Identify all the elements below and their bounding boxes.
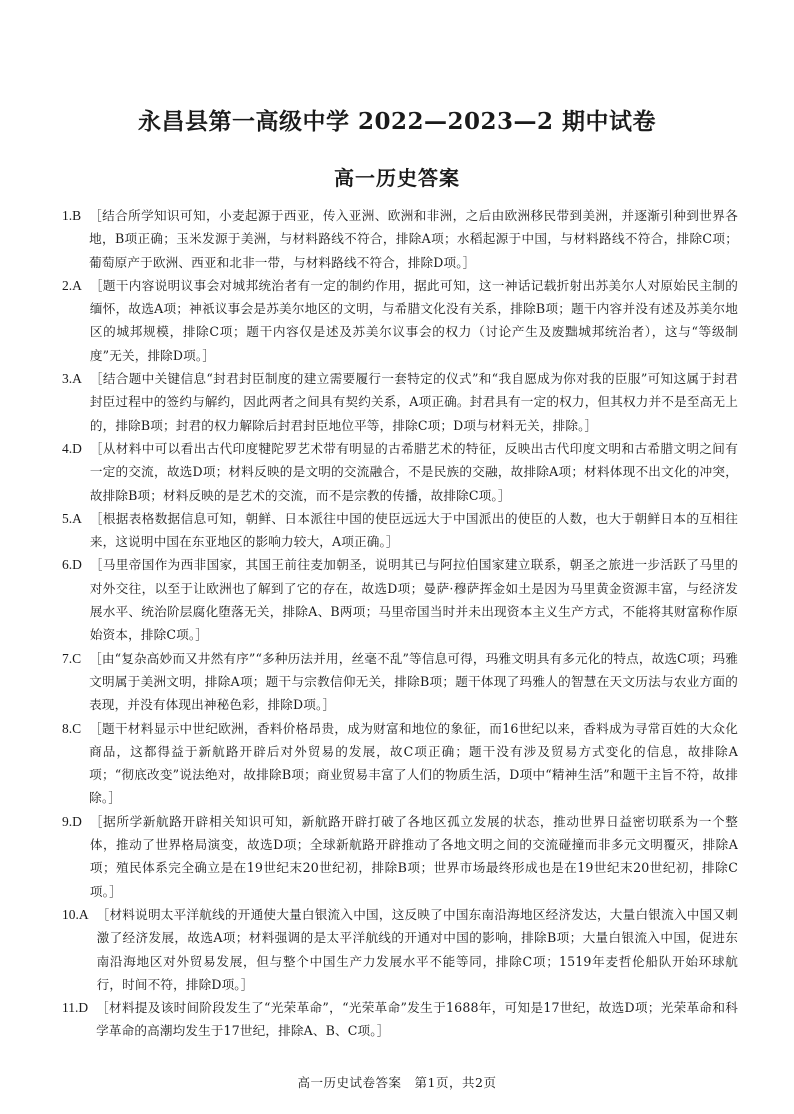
answer-explanation: ［结合所学知识可知，小麦起源于西亚，传入亚洲、欧洲和非洲，之后由欧洲移民带到美洲，并逐渐引种到世界各地，B项正确；玉米发源于美洲，与材料路线不符合，排除A项；水稻起源于中国，与材料路线不符合，排除C项；葡萄原产于欧洲、西亚和北非一带，与材料路线不符合，排除D项。］ xyxy=(89,208,738,270)
page-subtitle: 高一历史答案 xyxy=(334,166,460,190)
answer-label: 3.A xyxy=(62,371,82,387)
answer-item-2 xyxy=(62,274,738,367)
answer-item-10 xyxy=(62,903,738,996)
answer-explanation: ［据所学新航路开辟相关知识可知，新航路开辟打破了各地区孤立发展的状态，推动世界日益密切联系为一个整体，推动了世界格局演变，故选D项；全球新航路开辟推动了各地文明之间的交流碰撞而非多元文明覆灭，排除A项；殖民体系完全确立是在19世纪末20世纪初，排除B项；世界市场最终形成也是在19世纪末20世纪初，排除C项。］ xyxy=(89,813,738,899)
answer-explanation: ［根据表格数据信息可知，朝鲜、日本派往中国的使臣远远大于中国派出的使臣的人数，也大于朝鲜日本的互相往来，这说明中国在东亚地区的影响力较大，A项正确。］ xyxy=(89,510,738,550)
answer-explanation: ［结合题中关键信息“封君封臣制度的建立需要履行一套特定的仪式”和“我自愿成为你对我的臣服”可知这属于封君封臣过程中的签约与解约，因此两者之间具有契约关系，A项正确。封君具有一定的权力，但其权力并不是至高无上的，排除B项；封君的权力解除后封君封臣地位平等，排除C项；D项与材料无关，排除。］ xyxy=(89,371,738,433)
page-footer: 高一历史试卷答案 第1页，共2页 xyxy=(297,1075,497,1090)
page-title: 永昌县第一高级中学 2022—2023—2 期中试卷 xyxy=(137,108,657,135)
answer-item-8 xyxy=(62,717,738,810)
answer-item-9 xyxy=(62,810,738,903)
answer-explanation: ［马里帝国作为西非国家，其国王前往麦加朝圣，说明其已与阿拉伯国家建立联系，朝圣之旅进一步活跃了马里的对外交往，以至于让欧洲也了解到了它的存在，故选D项；曼萨·穆萨挥金如土是因为马里黄金资源丰富，与经济发展水平、统治阶层腐化堕落无关，排除A、B两项；马里帝国当时并未出现资本主义生产方式，不能将其财富称作原始资本，排除C项。］ xyxy=(89,557,738,643)
answer-item-1 xyxy=(62,204,738,274)
answer-item-11 xyxy=(62,996,738,1043)
answer-label: 8.C xyxy=(62,720,82,736)
answer-explanation: ［材料提及该时间阶段发生了“光荣革命”，“光荣革命”发生于1688年，可知是17世纪，故选D项；光荣革命和科学革命的高潮均发生于17世纪，排除A、B、C项。］ xyxy=(96,1000,738,1039)
answer-item-6 xyxy=(62,553,738,646)
answer-label: 5.A xyxy=(62,510,82,526)
answer-label: 10.A xyxy=(62,906,89,922)
answer-item-5 xyxy=(62,507,738,554)
answer-item-7 xyxy=(62,647,738,717)
answer-explanation: ［题干材料显示中世纪欧洲，香料价格昂贵，成为财富和地位的象征，而16世纪以来，香料成为寻常百姓的大众化商品，这都得益于新航路开辟后对外贸易的发展，故C项正确；题干没有涉及贸易方式变化的信息，故排除A项；“彻底改变”说法绝对，故排除B项；商业贸易丰富了人们的物质生活，D项中“精神生活”和题干主旨不符，故排除。］ xyxy=(89,720,738,806)
answer-label: 7.C xyxy=(62,650,82,666)
answer-explanation: ［题干内容说明议事会对城邦统治者有一定的制约作用，据此可知，这一神话记载折射出苏美尔人对原始民主制的缅怀，故选A项；神祇议事会是苏美尔地区的文明，与希腊文化没有关系，排除B项；题干内容并没有述及苏美尔地区的城邦规模，排除C项；题干内容仅是述及苏美尔议事会的权力（讨论产生及废黜城邦统治者），这与“等级制度”无关，排除D项。］ xyxy=(89,277,738,363)
answer-label: 6.D xyxy=(62,557,82,573)
answer-label: 9.D xyxy=(62,813,82,829)
answer-label: 11.D xyxy=(62,1000,89,1016)
answer-label: 4.D xyxy=(62,440,82,456)
answer-explanation: ［由“复杂高妙而又井然有序”“多种历法并用，丝毫不乱”等信息可得，玛雅文明具有多元化的特点，故选C项；玛雅文明属于美洲文明，排除A项；题干与宗教信仰无关，排除B项；题干体现了玛雅人的智慧在天文历法与农业方面的表现，并没有体现出神秘色彩，排除D项。］ xyxy=(89,650,738,713)
answer-item-4 xyxy=(62,437,738,507)
answer-explanation: ［材料说明太平洋航线的开通使大量白银流入中国，这反映了中国东南沿海地区经济发达，大量白银流入中国又刺激了经济发展，故选A项；材料强调的是太平洋航线的开通对中国的影响，排除B项；大量白银流入中国，促进东南沿海地区对外贸易发展，但与整个中国生产力发展水平不能等同，排除C项；1519年麦哲伦船队开始环球航行，时间不符，排除D项。］ xyxy=(96,906,738,992)
answer-label: 1.B xyxy=(62,208,82,223)
answer-item-3 xyxy=(62,367,738,437)
answer-explanation: ［从材料中可以看出古代印度犍陀罗艺术带有明显的古希腊艺术的特征，反映出古代印度文明和古希腊文明之间有一定的交流，故选D项；材料反映的是文明的交流融合，不是民族的交融，故排除A项；材料体现不出文化的冲突，故排除B项；材料反映的是艺术的交流，而不是宗教的传播，故排除C项。］ xyxy=(89,440,738,503)
answer-list xyxy=(62,204,738,1043)
answer-label: 2.A xyxy=(62,277,82,293)
